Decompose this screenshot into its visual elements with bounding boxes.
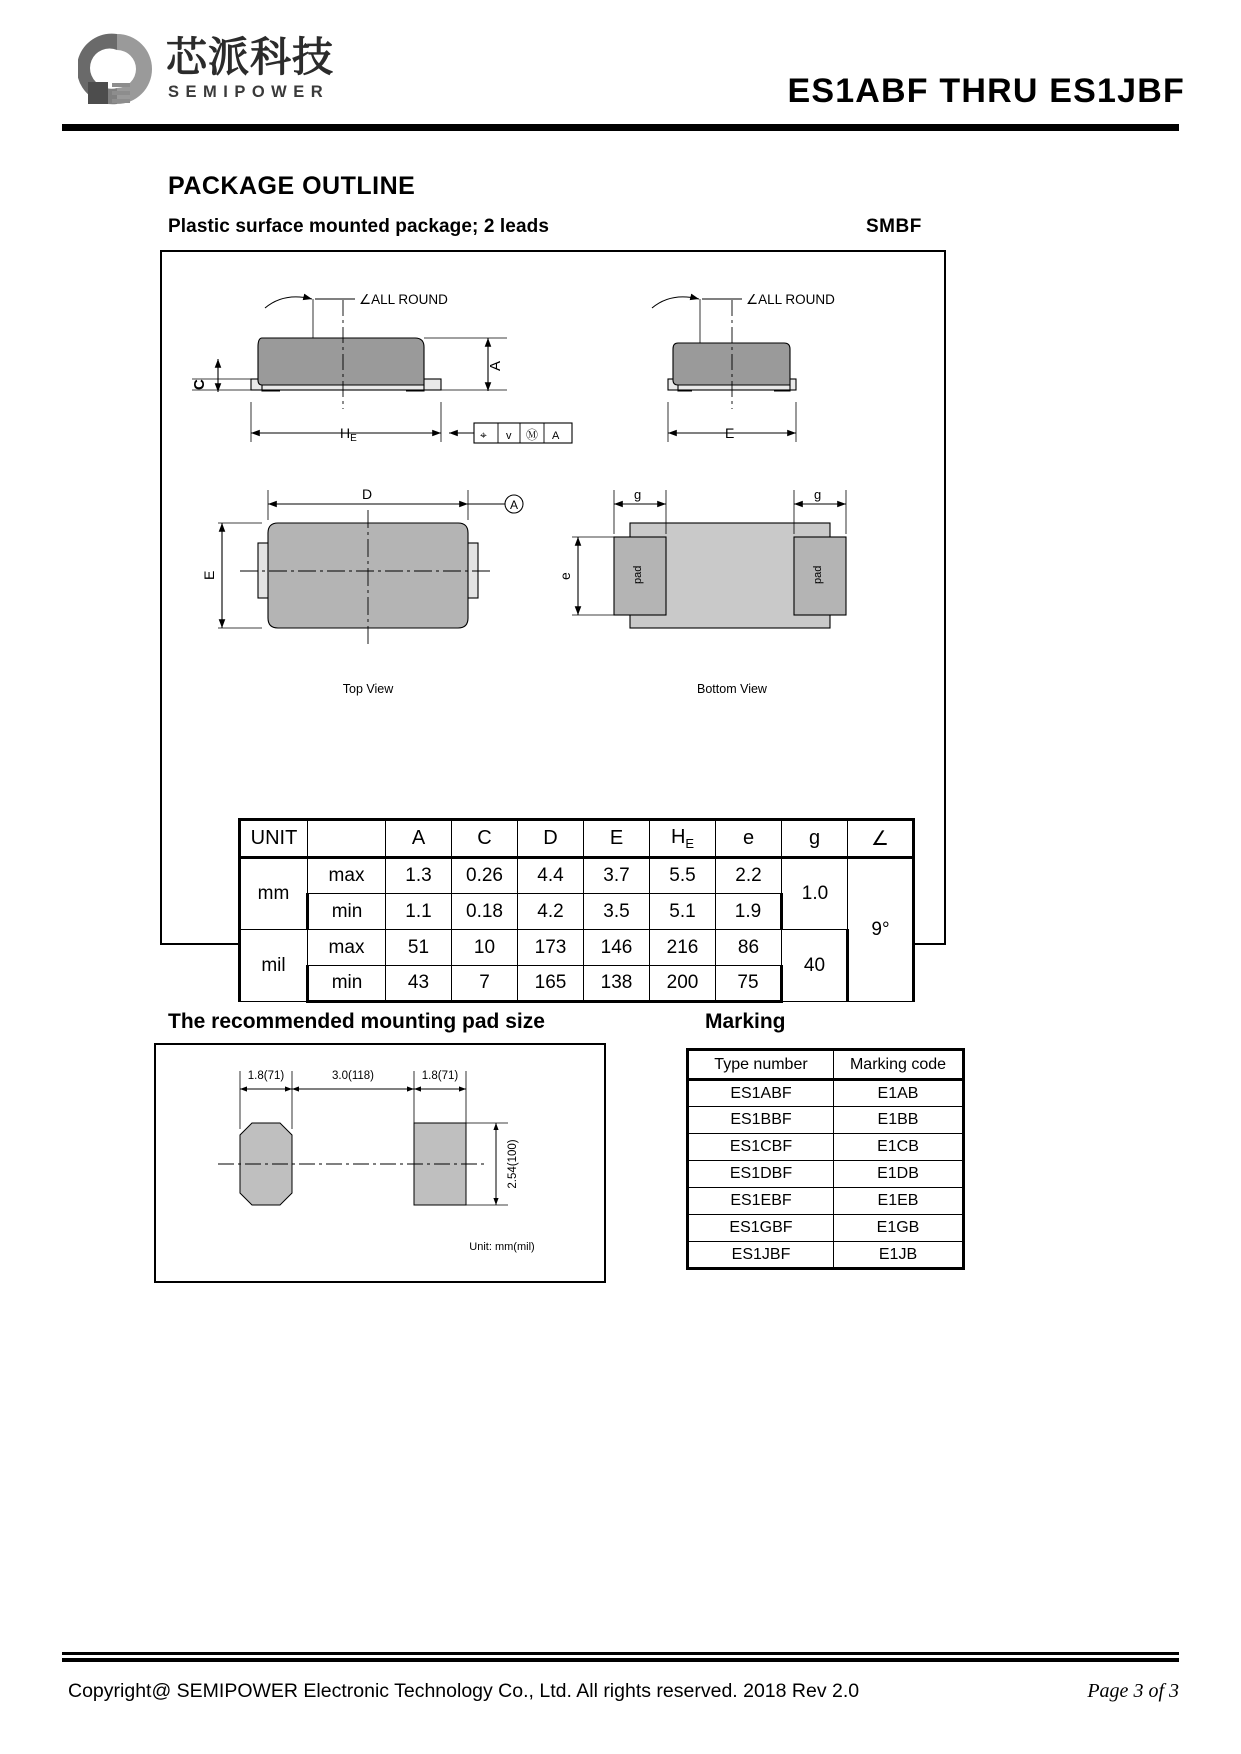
cell-minmax-max-mil: max [308,930,386,966]
footer-divider-top [62,1652,1179,1655]
dimension-table [238,818,915,1003]
logo-english-name: SEMIPOWER [168,83,330,102]
cell-mm-min-c: 0.18 [452,894,518,930]
marking-code-6: E1JB [834,1242,964,1269]
cell-unit-mil: mil [240,930,308,1002]
label-pad-left: pad [632,565,644,584]
page-title: ES1ABF THRU ES1JBF [787,72,1185,110]
marking-row [688,1188,964,1215]
label-e-right: E [725,425,735,441]
marking-row [688,1242,964,1269]
marking-code-2: E1CB [834,1134,964,1161]
marking-type-0: ES1ABF [688,1080,834,1107]
cell-minmax-min-mil: min [308,966,386,1002]
section-title-mounting-pad: The recommended mounting pad size [168,1010,545,1033]
marking-table [686,1048,965,1270]
marking-type-2: ES1CBF [688,1134,834,1161]
cell-mm-g: 1.0 [782,858,848,930]
label-d: D [362,486,373,502]
marking-type-1: ES1BBF [688,1107,834,1134]
table-row-mm-max [240,858,914,894]
marking-type-5: ES1GBF [688,1215,834,1242]
footer-copyright: Copyright@ SEMIPOWER Electronic Technology Co., Ltd. All rights reserved. 2018 Rev 2.0 [68,1680,860,1702]
label-top-view: Top View [342,682,394,696]
pad-dim-height: 2.54(100) [507,1139,519,1189]
company-logo [78,30,334,108]
cell-mil-max-epitch: 86 [716,930,782,966]
marking-code-5: E1GB [834,1215,964,1242]
gdt-tolerance-value: v [506,430,512,442]
label-a: A [487,360,504,371]
cell-mm-min-a: 1.1 [386,894,452,930]
col-header-c: C [452,820,518,858]
marking-type-3: ES1DBF [688,1161,834,1188]
label-datum-a: A [510,498,519,512]
col-header-d: D [518,820,584,858]
pad-dim-left: 1.8(71) [247,1070,285,1082]
label-e-pitch: e [557,572,573,580]
mounting-pad-svg [156,1045,604,1281]
col-header-e: E [584,820,650,858]
cell-mil-min-he: 200 [650,966,716,1002]
cell-mm-max-epitch: 2.2 [716,858,782,894]
cell-mm-min-epitch: 1.9 [716,894,782,930]
cell-mm-min-e: 3.5 [584,894,650,930]
footer-divider-bottom [62,1658,1179,1662]
cell-angle: 9° [848,858,914,1002]
marking-code-1: E1BB [834,1107,964,1134]
cell-mm-max-c: 0.26 [452,858,518,894]
col-header-he: $H_E$ [650,820,716,858]
gdt-datum-a: A [552,430,560,442]
col-header-g: g [782,820,848,858]
col-header-unit: UNIT [240,820,308,858]
cell-unit-mm: mm [240,858,308,930]
col-header-angle: ∠ [848,820,914,858]
cell-mil-min-epitch: 75 [716,966,782,1002]
cell-mm-min-he: 5.1 [650,894,716,930]
cell-mil-min-d: 165 [518,966,584,1002]
marking-header-row [688,1050,964,1080]
header-divider [62,124,1179,131]
cell-mm-max-he: 5.5 [650,858,716,894]
cell-mil-max-d: 173 [518,930,584,966]
cell-mil-min-a: 43 [386,966,452,1002]
pad-dim-right: 1.8(71) [421,1070,459,1082]
marking-col-header-type: Type number [688,1050,834,1080]
cell-minmax-min: min [308,894,386,930]
gdt-modifier-mmc: Ⓜ [526,428,539,442]
col-header-e-pitch: e [716,820,782,858]
section-subtitle-plastic-package: Plastic surface mounted package; 2 leads [168,216,549,237]
label-bottom-view: Bottom View [697,682,767,696]
label-g-right: g [814,487,822,502]
label-all-round-right: ∠ALL ROUND [746,292,835,307]
cell-mil-min-e: 138 [584,966,650,1002]
pad-dim-middle: 3.0(118) [332,1070,374,1082]
cell-mil-max-a: 51 [386,930,452,966]
cell-mm-min-d: 4.2 [518,894,584,930]
cell-mil-max-c: 10 [452,930,518,966]
marking-col-header-code: Marking code [834,1050,964,1080]
marking-code-0: E1AB [834,1080,964,1107]
label-g-left: g [634,487,642,502]
table-header-row [240,820,914,858]
section-title-marking: Marking [705,1010,786,1033]
cell-mm-max-a: 1.3 [386,858,452,894]
mounting-pad-drawing [154,1043,606,1283]
cell-mil-max-he: 216 [650,930,716,966]
semipower-logo-icon [78,30,156,108]
cell-mil-min-c: 7 [452,966,518,1002]
marking-row [688,1161,964,1188]
marking-row [688,1107,964,1134]
pad-unit-note: Unit: mm(mil) [469,1241,535,1253]
section-title-package-outline: PACKAGE OUTLINE [168,172,416,200]
marking-row [688,1080,964,1107]
cell-mil-g: 40 [782,930,848,1002]
col-header-a: A [386,820,452,858]
logo-chinese-name: 芯派科技 [166,33,334,82]
col-header-blank [308,820,386,858]
label-e-left: E [201,570,217,580]
marking-type-4: ES1EBF [688,1188,834,1215]
table-row-mil-max [240,930,914,966]
label-he: $H_E$ [340,425,357,444]
footer-page-number: Page 3 of 3 [1087,1680,1179,1702]
label-all-round-left: ∠ALL ROUND [359,292,448,307]
cell-mil-max-e: 146 [584,930,650,966]
page-header [0,0,1241,140]
marking-type-6: ES1JBF [688,1242,834,1269]
gdt-symbol-position: ⌖ [480,428,487,442]
marking-code-3: E1DB [834,1161,964,1188]
cell-minmax-max: max [308,858,386,894]
marking-row [688,1134,964,1161]
package-type-label: SMBF [866,216,922,237]
label-c: C [191,379,208,390]
marking-row [688,1215,964,1242]
cell-mm-max-d: 4.4 [518,858,584,894]
label-pad-right: pad [812,565,824,584]
cell-mm-max-e: 3.7 [584,858,650,894]
marking-code-4: E1EB [834,1188,964,1215]
